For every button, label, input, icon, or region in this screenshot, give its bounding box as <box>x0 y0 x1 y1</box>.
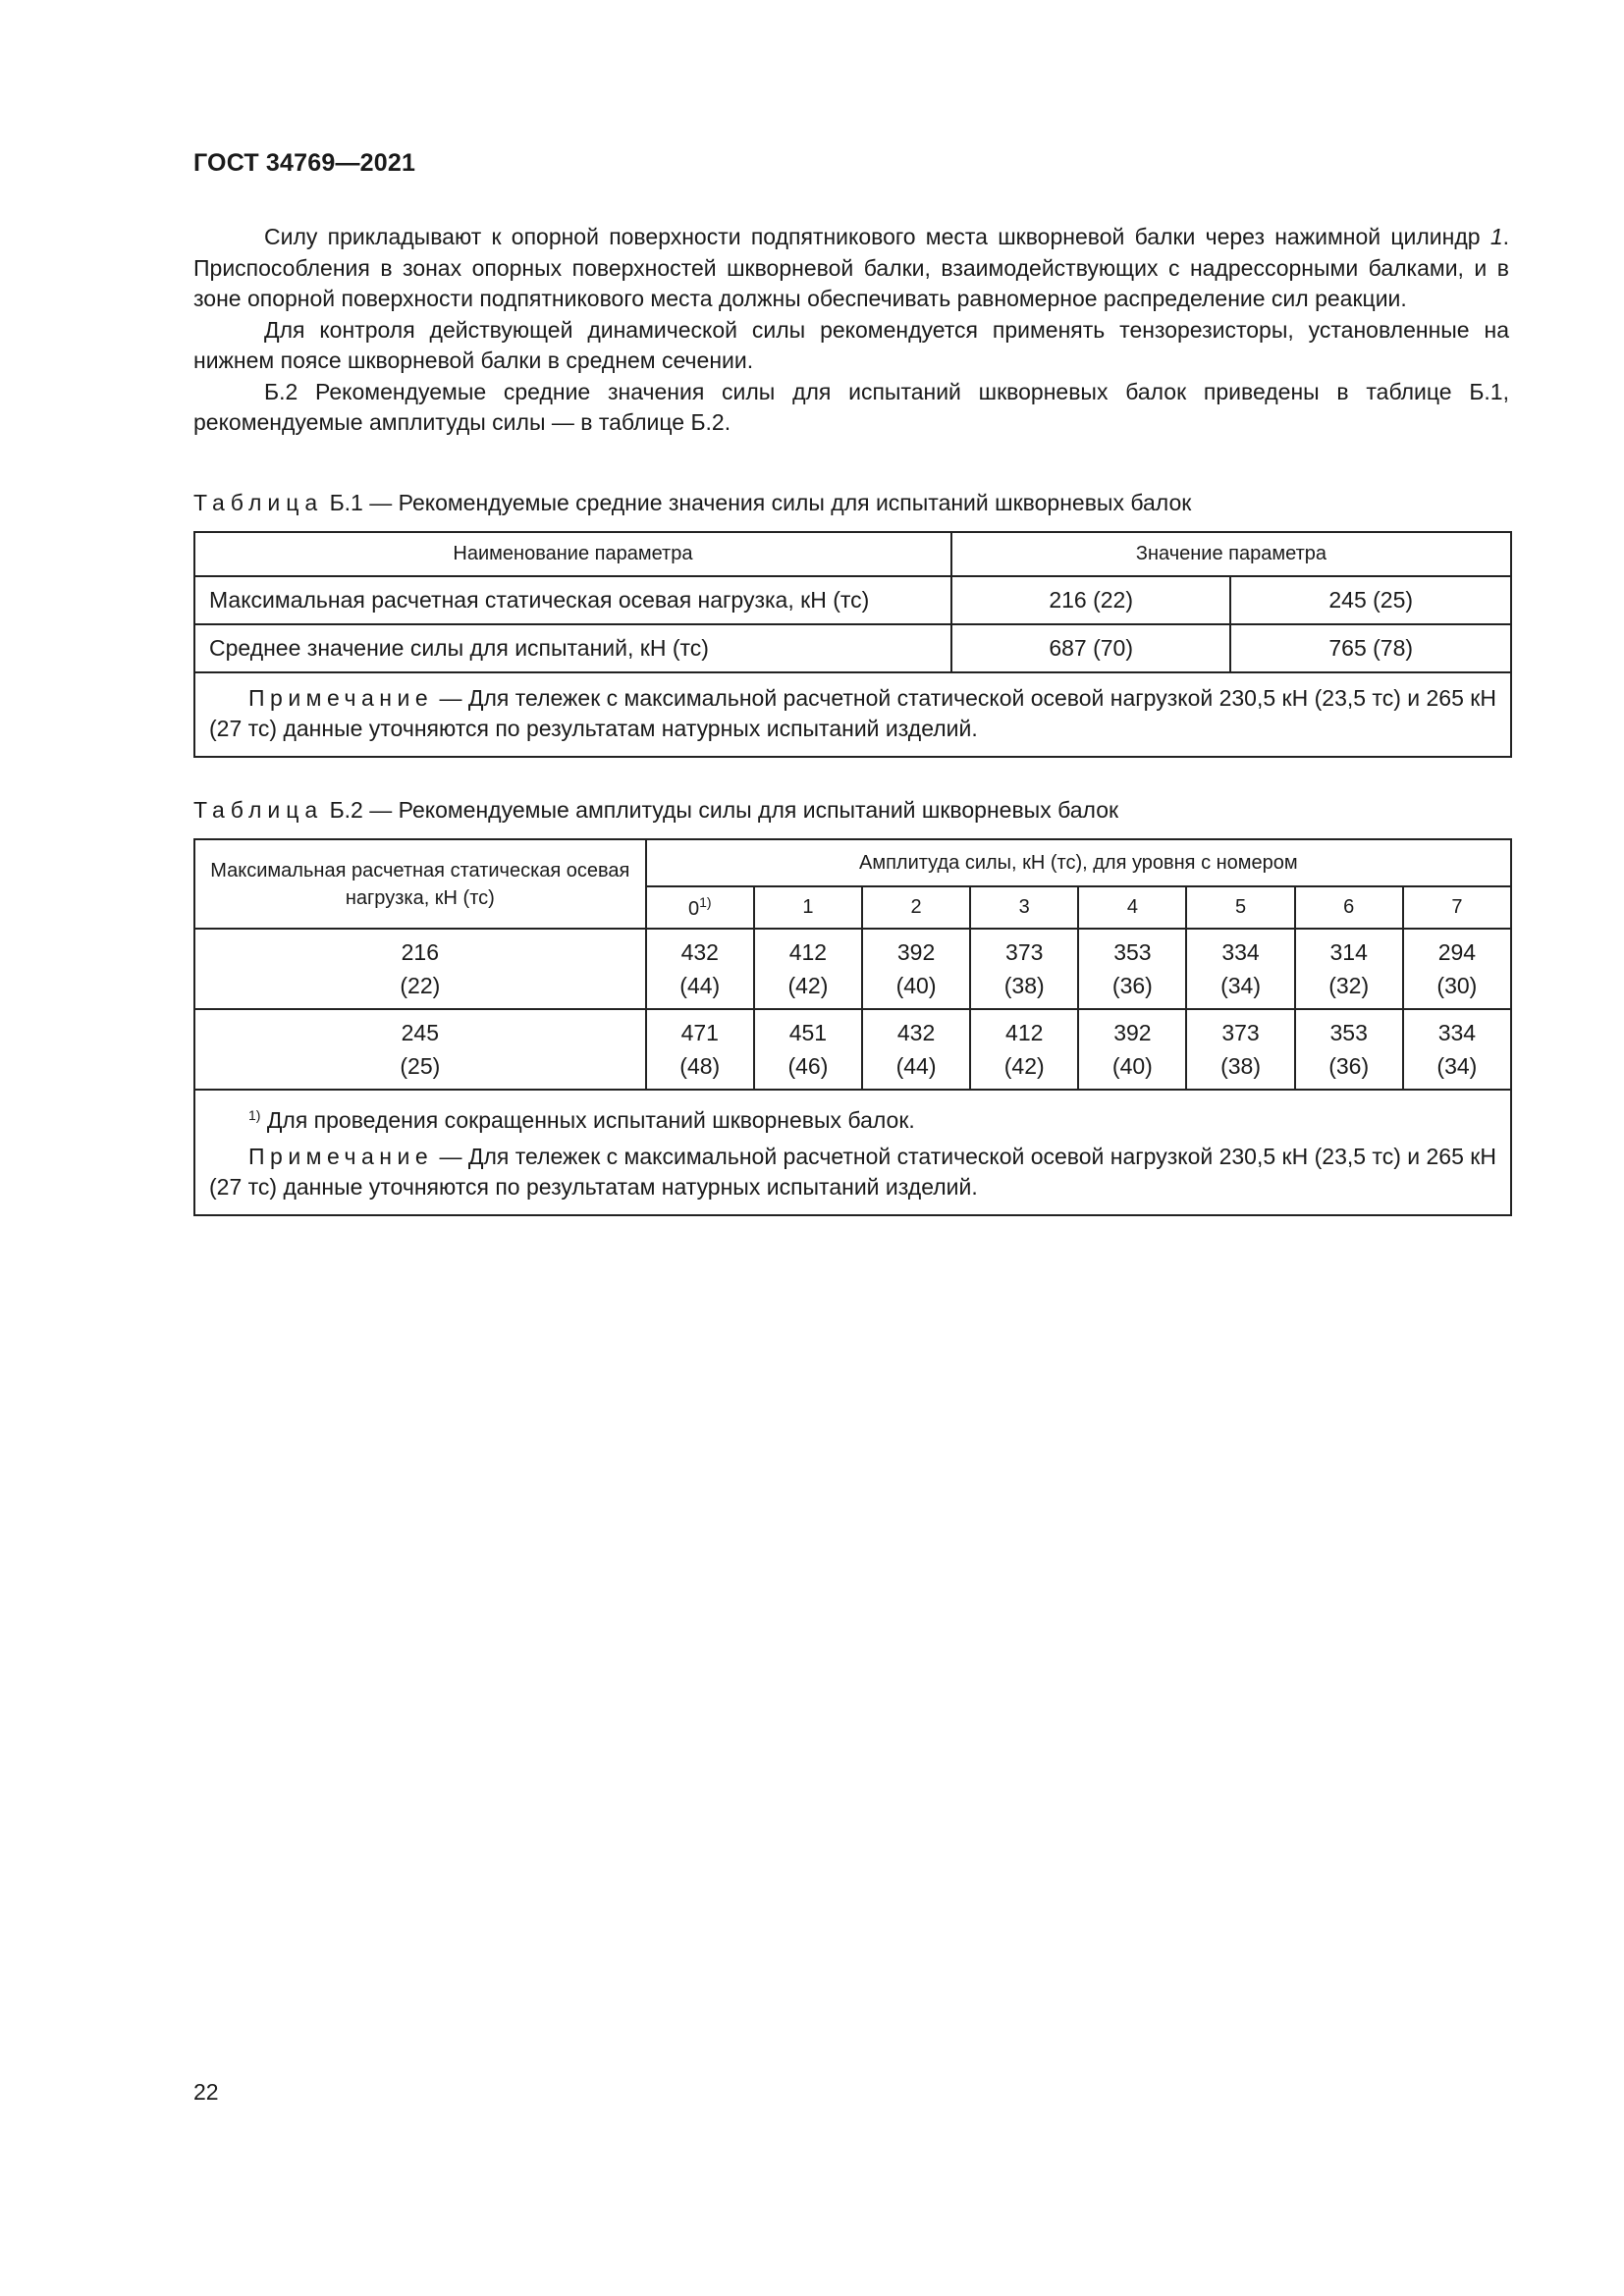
level-header: 1 <box>754 886 862 929</box>
load-cell <box>194 929 646 1009</box>
footnote-text: Для проведения сокращенных испытаний шкворневых балок. <box>260 1107 915 1133</box>
value-ts: (38) <box>1220 1053 1261 1079</box>
value-kn: 432 <box>896 1020 936 1045</box>
column-header-value: Значение параметра <box>951 532 1511 576</box>
value-ts: (42) <box>1003 1053 1045 1079</box>
amplitude-cell <box>646 1009 754 1090</box>
amplitude-cell <box>1186 1009 1294 1090</box>
amplitude-cell <box>1295 1009 1403 1090</box>
level-header: 3 <box>970 886 1078 929</box>
value-kn: 353 <box>1113 939 1152 965</box>
amplitude-cell <box>970 929 1078 1009</box>
value-kn: 412 <box>788 939 828 965</box>
value-ts: (30) <box>1436 973 1478 998</box>
level-header: 2 <box>862 886 970 929</box>
level-header: 6 <box>1295 886 1403 929</box>
footnote-ref: 1) <box>699 894 712 910</box>
body-text <box>193 222 1509 439</box>
note-word: Примечание <box>248 1144 434 1169</box>
value-kn: 412 <box>1005 1020 1044 1045</box>
note-word: Примечание <box>248 685 434 711</box>
value-kn: 373 <box>1005 939 1044 965</box>
amplitude-cell <box>862 1009 970 1090</box>
value-kn: 392 <box>1113 1020 1152 1045</box>
table-note <box>194 672 1511 757</box>
caption-text: Б.2 — Рекомендуемые амплитуды силы для испытаний шкворневых балок <box>323 797 1119 823</box>
document-code: ГОСТ 34769—2021 <box>193 149 416 177</box>
column-header-param: Наименование параметра <box>194 532 951 576</box>
value-ts: (36) <box>1111 973 1153 998</box>
value-kn: 314 <box>1329 939 1368 965</box>
column-header-load: Максимальная расчетная статическая осевая нагрузка, кН (тс) <box>194 839 646 929</box>
caption-text: Б.1 — Рекомендуемые средние значения силы для испытаний шкворневых балок <box>323 490 1192 515</box>
value-kn: 373 <box>1221 1020 1260 1045</box>
value-ts: (46) <box>787 1053 829 1079</box>
paragraph-b2: Б.2 Рекомендуемые средние значения силы для испытаний шкворневых балок приведены в таблице Б.1, рекомендуемые амплитуды силы — в таблице Б.2. <box>193 378 1509 435</box>
table-b2 <box>193 838 1512 1216</box>
paragraph-text: Силу прикладывают к опорной поверхности подпятникового места шкворневой балки через нажимной цилиндр <box>264 224 1490 249</box>
value-ts: (34) <box>1436 1053 1478 1079</box>
load-cell <box>194 1009 646 1090</box>
value-ts: (38) <box>1003 973 1045 998</box>
table-row <box>194 624 1511 672</box>
table2-caption <box>193 795 1118 825</box>
amplitude-cell <box>1078 929 1186 1009</box>
table-note <box>209 1142 1496 1202</box>
value-ts: (44) <box>895 1053 937 1079</box>
value-ts: (22) <box>400 973 441 998</box>
caption-word: Таблица <box>193 797 324 823</box>
amplitude-cell <box>754 929 862 1009</box>
value-ts: (25) <box>400 1053 441 1079</box>
amplitude-cell <box>646 929 754 1009</box>
paragraph-tensoresistors: Для контроля действующей динамической силы рекомендуется применять тензорезисторы, установленные на нижнем поясе шкворневой балки в среднем сечении. <box>193 316 1509 373</box>
amplitude-cell <box>1295 929 1403 1009</box>
note-text: — Для тележек с максимальной расчетной статической осевой нагрузкой 230,5 кН (23,5 тс) и 265 кН (27 тс) данные уточняются по результатам натурных испытаний изделий. <box>209 685 1496 741</box>
value-kn: 334 <box>1221 939 1260 965</box>
value-ts: (40) <box>895 973 937 998</box>
paragraph-force <box>193 222 1509 315</box>
value-ts: (40) <box>1111 1053 1153 1079</box>
value-ts: (32) <box>1328 973 1370 998</box>
value-ts: (36) <box>1328 1053 1370 1079</box>
amplitude-cell <box>1186 929 1294 1009</box>
value-kn: 334 <box>1437 1020 1477 1045</box>
value-kn: 392 <box>896 939 936 965</box>
row-label: Максимальная расчетная статическая осевая нагрузка, кН (тс) <box>194 576 951 624</box>
level-header: 7 <box>1403 886 1511 929</box>
amplitude-cell <box>1403 929 1511 1009</box>
note-text: — Для тележек с максимальной расчетной статической осевой нагрузкой 230,5 кН (23,5 тс) и 265 кН (27 тс) данные уточняются по результатам натурных испытаний изделий. <box>209 1144 1496 1200</box>
footnote <box>209 1100 1496 1136</box>
paragraph-italic-ref: 1 <box>1489 224 1503 249</box>
table-b1 <box>193 531 1512 758</box>
level-number: 0 <box>687 898 700 920</box>
table-footnotes <box>194 1090 1511 1215</box>
value-kn: 471 <box>680 1020 719 1045</box>
cell-value: 765 (78) <box>1230 624 1511 672</box>
amplitude-cell <box>970 1009 1078 1090</box>
page-number: 22 <box>193 2079 219 2105</box>
amplitude-cell <box>862 929 970 1009</box>
value-kn: 216 <box>401 939 440 965</box>
value-ts: (42) <box>787 973 829 998</box>
amplitude-cell <box>754 1009 862 1090</box>
value-kn: 245 <box>401 1020 440 1045</box>
footnote-mark: 1) <box>248 1107 261 1123</box>
value-kn: 432 <box>680 939 719 965</box>
value-kn: 451 <box>788 1020 828 1045</box>
value-ts: (48) <box>679 1053 721 1079</box>
value-ts: (44) <box>679 973 721 998</box>
table-row <box>194 576 1511 624</box>
column-header-amplitude: Амплитуда силы, кН (тс), для уровня с номером <box>646 839 1511 886</box>
value-kn: 294 <box>1437 939 1477 965</box>
table-row <box>194 1009 1511 1090</box>
table1-caption <box>193 488 1191 517</box>
cell-value: 687 (70) <box>951 624 1231 672</box>
value-ts: (34) <box>1220 973 1261 998</box>
level-header: 5 <box>1186 886 1294 929</box>
cell-value: 216 (22) <box>951 576 1231 624</box>
caption-word: Таблица <box>193 490 324 515</box>
row-label: Среднее значение силы для испытаний, кН (тс) <box>194 624 951 672</box>
cell-value: 245 (25) <box>1230 576 1511 624</box>
level-header <box>646 886 754 929</box>
paragraph-text: . Приспособления в зонах опорных поверхностей шкворневой балки, взаимодействующих с надрессорными балками, и в зоне опорной поверхности подпятникового места должны обеспечивать равномерное распределение сил реакции. <box>193 224 1509 311</box>
value-kn: 353 <box>1329 1020 1368 1045</box>
table-row <box>194 929 1511 1009</box>
amplitude-cell <box>1403 1009 1511 1090</box>
amplitude-cell <box>1078 1009 1186 1090</box>
level-header: 4 <box>1078 886 1186 929</box>
